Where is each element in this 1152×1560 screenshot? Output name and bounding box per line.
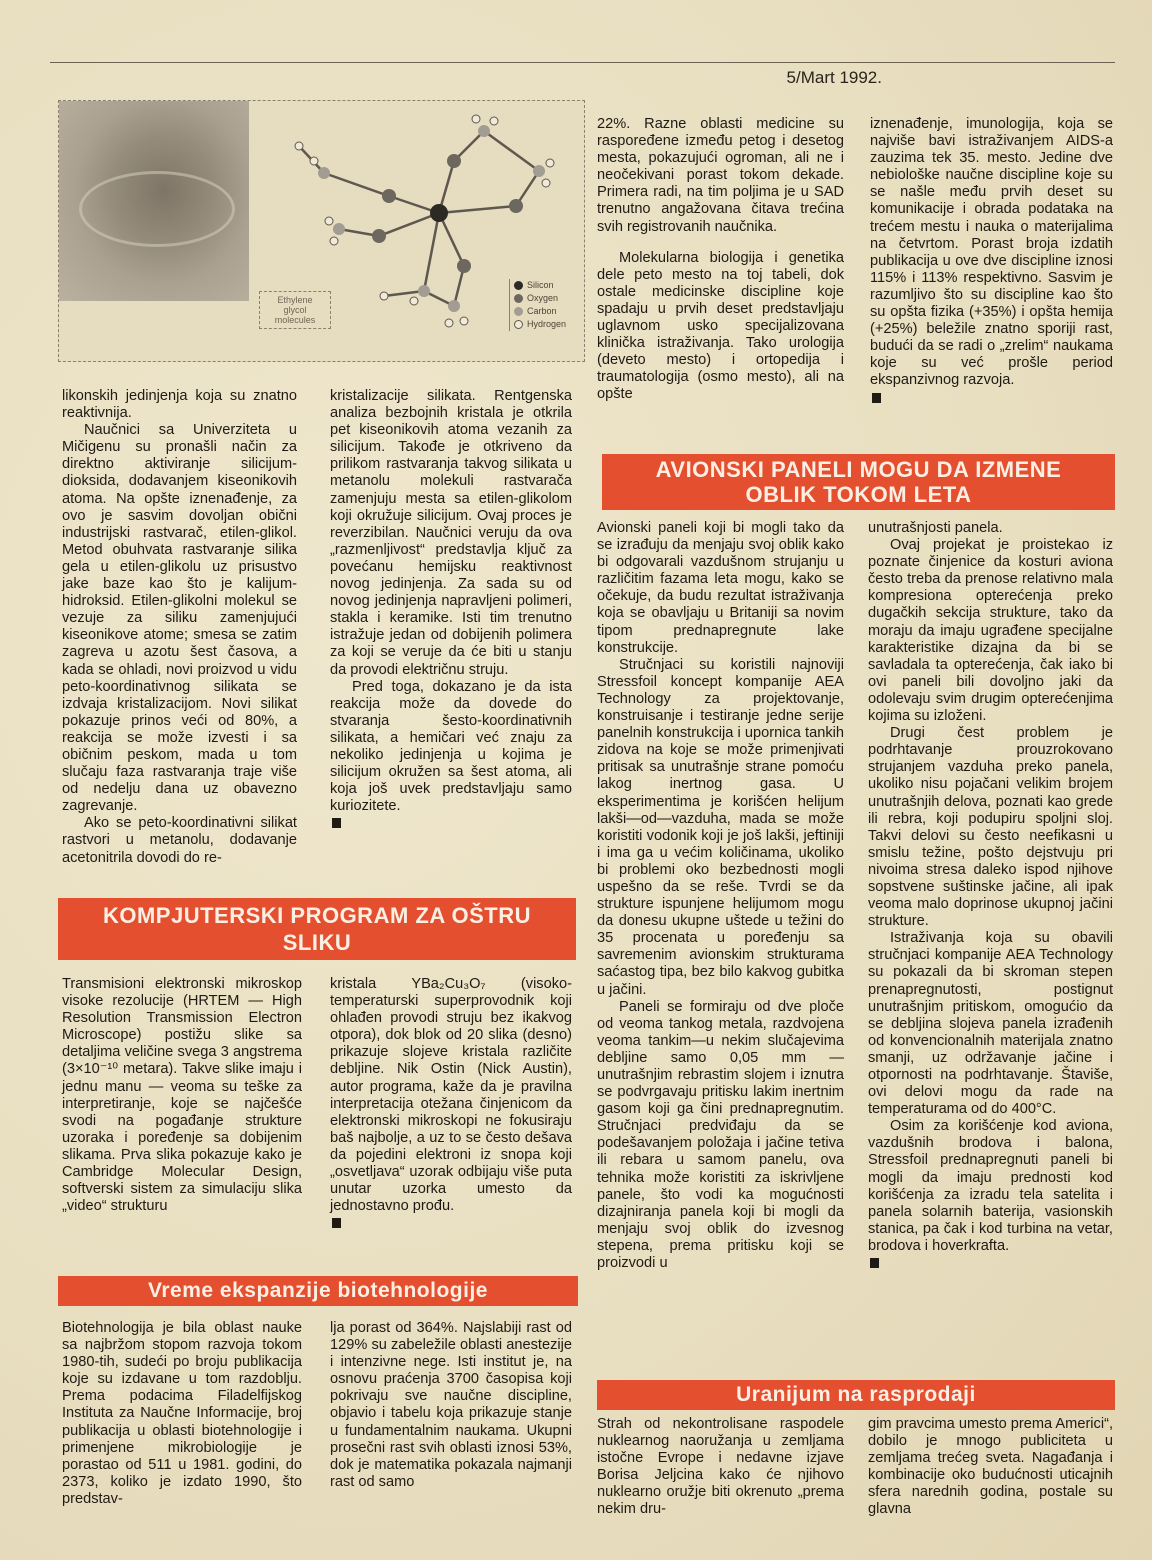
paragraph: lja porast od 364%. Najslabiji rast od 129% su zabeležile oblasti anestezije i intenzivne nege. Isti institut je, na osnovu praćenja 3700 časopisa koji pokrivaju sve naučne discipline, objavio i tabelu koja prikazuje stanje u fundamentalnim naukama. Ukupni prosečni rast svih oblasti iznosi 53%, dok je matematika pokazala najmanji rast od samo <box>330 1320 572 1490</box>
silicate-figure <box>58 100 585 362</box>
biotech-continuation-col4 <box>870 116 1113 436</box>
kompjuterski-headline <box>58 898 576 960</box>
legend-text: Oxygen <box>527 293 559 303</box>
legend-text: Carbon <box>527 306 557 316</box>
headline-line: KOMPJUTERSKI PROGRAM ZA OŠTRU <box>102 903 532 928</box>
paragraph: kristalizacije silikata. Rentgenska analiza bezbojnih kristala je otkrila pet kiseonikovih atoma vezanih za silicijum. Takođe je otkriveno da prilikom rastvaranja takvog silikata u metanolu molekuli rastvarača zamenjuju mesta sa etilen-glikolom koji okružuje silicijum. Ovaj proces je reverzibilan. Naučnici veruju da ova „razmenljivost“ predstavlja ključ za povećanu hemijsku reaktivnost novog jedinjenja. Za sada su od novog jedinjenja napravljeni polimeri, stakla i keramike. Isti tim trenutno istražuje jedan od dobijenih polimera za koji se veruje da će biti u stanju da provodi električnu struju. <box>330 388 572 678</box>
avionski-col3 <box>597 520 844 1390</box>
end-mark-icon <box>332 1218 341 1228</box>
paragraph: Osim za korišćenje kod aviona, vazdušnih brodova i balona, Stressfoil prednapregnuti paneli bi mogli da imaju prednosti kod korišćenja za izradu tela satelita i panela solarnih baterija, vasionskih stanica, pa čak i kod turbina na vetar, brodova i hoverkrafta. <box>868 1118 1113 1254</box>
legend-text: Hydrogen <box>527 319 567 329</box>
legend-item <box>514 305 586 318</box>
label-line: molecules <box>274 315 316 325</box>
paragraph: Istraživanja koja su obavili stručnjaci kompanije AEA Technology su pokazali da bi skroman stepen prenapregnutosti, postignut unutrašnjim pritiskom, omogućio da se debljina slojeva panela izrađenih od konvencionalnih materijala znatno smanji, uz održavanje jačine i otpornosti na podrhtavanje. Štaviše, ovi delovi mogu da rade na temperaturama od do 400°C. <box>868 930 1113 1118</box>
paragraph: iznenađenje, imunologija, koja se najviše bavi istraživanjem AIDS-a zauzima tek 35. mesto. Jedine dve nebiološke naučne discipline koje su se našle među prvih deset su komunikacije i obrada podataka na trećem mestu i nauka o materijalima na četvrtom. Porast broja izdatih publikacija u ove dve discipline iznosi 115% i 113% respektivno. Sasvim je razumljivo što su discipline kao što su opšta fizika (+35%) i opšta hemija (+25%) beležile znatno sporiji rast, budući da se radi o „zrelim“ naukama koje su već prošle period ekspanzivnog razvoja. <box>870 116 1113 389</box>
issue-date: 5/Mart 1992. <box>786 68 882 87</box>
molecule-label <box>259 291 331 329</box>
paragraph: Pred toga, dokazano je da ista reakcija može da dovede do stvaranja šesto-koordinativnih silikata, a hemičari već znaju za nekoliko jedinjenja u kojima je silicijum okružen sa šest atoma, ali koja još uvek predstavljaju samo kuriozitete. <box>330 678 572 815</box>
headline-line: AVIONSKI PANELI MOGU DA IZMENE <box>655 457 1062 482</box>
paragraph: Avionski paneli koji bi mogli tako da se izrađuju da menjaju svoj oblik kako bi odgovarali vazdušnom strujanju u različitim fazama leta mogu, kako se očekuje, da budu rezultat istraživanja koja se obavljaju u Britaniji sa novim tipom prednapregnute lake konstrukcije. <box>597 520 844 656</box>
uranijum-col4 <box>868 1416 1113 1546</box>
headline-line: OBLIK TOKOM LETA <box>745 482 972 507</box>
figure-legend <box>509 279 586 331</box>
paragraph: Molekularna biologija i genetika dele peto mesto na toj tabeli, dok ostale medicinske discipline koje spadaju u prvih deset predstavljaju uglavnom usko specijalizovana klinička istraživanja. Tako urologija (deveto mesto) i ortopedija i traumatologija (osmo mesto), ali na opšte <box>597 249 844 403</box>
silicon-article-col1 <box>62 388 297 898</box>
paragraph: Biotehnologija je bila oblast nauke sa najbržom stopom razvoja tokom 1980-tih, sudeći po broju publikacija koje su izdavane u tom razdoblju. Prema podacima Filadelfijskog Instituta za Naučne Informacije, broj publikacija u oblasti biotehnologije i primenjene mikrobiologije je porastao od 511 u 1981. godini, do 2373, koliko je izdato 1990, što predstav- <box>62 1320 302 1507</box>
carbon-dot-icon <box>514 307 523 316</box>
uranijum-col3 <box>597 1416 844 1546</box>
paragraph: unutrašnjosti panela. <box>868 520 1003 536</box>
headline-text: Vreme ekspanzije biotehnologije <box>148 1279 488 1302</box>
silicon-article-col2 <box>330 388 572 868</box>
paragraph: kristala YBa₂Cu₃O₇ (visoko-temperaturski superprovodnik koji ohlađen provodi struju bez ikakvog otpora), dok blok od 20 slika (desno) prikazuje slojeve kristala različite debljine. Nik Ostin (Nick Austin), autor programa, kaže da je pravilna interpretacija otežana činjenicom da elektronski mikroskopi ne fokusiraju baš najbolje, a uz to se često dešava da pojedini elektroni iz snopa koji „osvetljava“ uzorak odbijaju više puta unutar uzorka umesto da jednostavno prođu. <box>330 976 572 1215</box>
oxygen-dot-icon <box>514 294 523 303</box>
paragraph: Ako se peto-koordinativni silikat rastvori u metanolu, dodavanje acetonitrila dovodi do re- <box>62 815 297 866</box>
kompjuterski-col2 <box>330 976 572 1216</box>
uranijum-headline <box>597 1380 1115 1410</box>
biotech-col2 <box>330 1320 572 1540</box>
avionski-col4 <box>868 520 1113 1390</box>
label-line: glycol <box>283 305 307 315</box>
hydrogen-dot-icon <box>514 320 523 329</box>
legend-item <box>514 318 586 331</box>
end-mark-icon <box>872 393 881 403</box>
paragraph: gim pravcima umesto prema Americi“, dobilo je mnogo publiciteta u zemljama trećeg sveta. Nagađanja i kombinacije oko budućnosti uticajnih sfera narednih godina, postale su glavna <box>868 1416 1113 1518</box>
biotech-continuation-col3 <box>597 116 844 436</box>
paragraph: Stručnjaci su koristili najnoviji Stressfoil koncept kompanije AEA Technology za projektovanje, konstruisanje i testiranje jedne serije panelnih konstrukcija i upornica tankih zidova na koje se može primenjivati pritisak sa unutrašnje strane pomoću lakog inertnog gasa. U eksperimentima je korišćen helijum lakši—od—vazduha, mada se može koristiti vodonik koji je još lakši, jeftiniji i ima ga u većim količinama, ukoliko bi problemi oko bezbednosti mogli uspešno da se reše. Tvrdi se da strukture ispunjene helijumom mogu da donesu ukupne uštede u težini do 35 procenata u poređenju sa savremenim avionskim strukturama saćastog tipa, bez bilo kakvog gubitka u jačini. <box>597 656 844 998</box>
paragraph: Strah od nekontrolisane raspodele nuklearnog naoružanja u zemljama istočne Evrope i nedavne izjave Borisa Jeljcina kako će njihovo nuklearno oružje biti okrenuto „prema nekim dru- <box>597 1416 844 1518</box>
legend-item <box>514 279 586 292</box>
paragraph: Paneli se formiraju od dve ploče od veoma tankog metala, razdvojena veoma tankim—u nekim slučajevima debljine samo 0,05 mm — unutrašnjim rebrastim slojem i iznutra se podvrgavaju pritisku lakim inertnim gasom koji ga čini prednapregnutim. Stručnjaci predviđaju da se podešavanjem položaja i jačine tetiva ili rebara u samom panelu, ova tehnika može koristiti za iskrivljene panele, što vodi ka mogućnosti dizajniranja panela koji bi mogli da menjaju svoj oblik do izvesnog stepena, prema pritisku koji se proizvodi u <box>597 998 844 1272</box>
paragraph: Naučnici sa Univerziteta u Mičigenu su pronašli način za direktno aktiviranje silicijum-dioksida, dodavanjem kiseonikovih atoma. Na opšte iznenađenje, za ovo je sasvim dovoljan obični industrijski rastvarač, etilen-glikol. Metod obuhvata rastvaranje silika gela u etilen-glikolu uz prisustvo jake baze kao što je kalijum-hidroksid. Etilen-glikolni molekul se vezuje za siliku zamenjujući kiseonikove atome; smesa se zatim zagreva u azotu šest časova, a kada se ohladi, novi proizvod u vidu peto-koordinativnog silikata se izdvaja kristalizacijom. Novi silikat pokazuje prinos veći od 80%, a reakcija se može izvesti i sa običnim peskom, mada u tom slučaju faza rastvaranja traje više od nedelju dana uz obavezno zagrevanje. <box>62 422 297 815</box>
headline-text: Uranijum na rasprodaji <box>736 1383 976 1406</box>
paragraph: Transmisioni elektronski mikroskop visoke rezolucije (HRTEM — High Resolution Transmission Electron Microscope) postižu slike sa detaljima veličine svega 3 angstrema (3×10⁻¹⁰ metara). Takve slike imaju i jednu manu — veoma su teške za interpretiranje, koje se najčešće svodi na pogađanje strukture uzoraka i poređenje sa dobijenim slikama. Prva slika pokazuje kako je Cambridge Molecular Design, softverski sistem za simulaciju slika „video“ strukturu <box>62 976 302 1215</box>
end-mark-icon <box>870 1258 879 1268</box>
paragraph: Ovaj projekat je proistekao iz poznate činjenice da kosturi aviona često treba da prenose relativno mala kompresiona opterećenja preko dugačkih sekcija strukture, tako da moraju da imaju ugrađene specijalne karakteristike dizajna da bi se savladala ta opterećenja, čak iako bi ovi paneli bili dovoljno jaki da odolevaju svim drugim opterećenjima kojima su izloženi. <box>868 537 1113 725</box>
label-line: Ethylene <box>277 295 313 305</box>
biotech-col1 <box>62 1320 302 1540</box>
paragraph: likonskih jedinjenja koja su znatno reaktivnija. <box>62 388 297 422</box>
headline-line: SLIKU <box>282 930 352 955</box>
end-mark-icon <box>332 818 341 828</box>
header-rule <box>50 62 1115 63</box>
silicon-dot-icon <box>514 281 523 290</box>
paragraph: 22%. Razne oblasti medicine su raspoređene između petog i desetog mesta, pokazujući ogroman, ali ne i neočekivani porast tokom dekade. Primera radi, na tim poljima je u SAD trenutno angažovana čitava trećina svih registrovanih naučnika. <box>597 116 844 235</box>
legend-item <box>514 292 586 305</box>
kompjuterski-col1 <box>62 976 302 1216</box>
biotech-headline <box>58 1276 578 1306</box>
legend-text: Silicon <box>527 280 554 290</box>
crater-photo <box>59 101 249 301</box>
avionski-headline <box>602 454 1115 510</box>
paragraph: Drugi čest problem je podrhtavanje prouzrokovano strujanjem vazduha preko panela, ukoliko nisu pojačani velikim brojem unutrašnjih delova, poznati kao grede ili rebra, koji podupiru spoljni sloj. Takvi delovi su često neefikasni u smislu težine, pošto dejstvuju pri nivoima stresa daleko ispod njihove sopstvene suštinske jačine, ali ipak veoma malo doprinose ukupnoj jačini strukture. <box>868 725 1113 930</box>
